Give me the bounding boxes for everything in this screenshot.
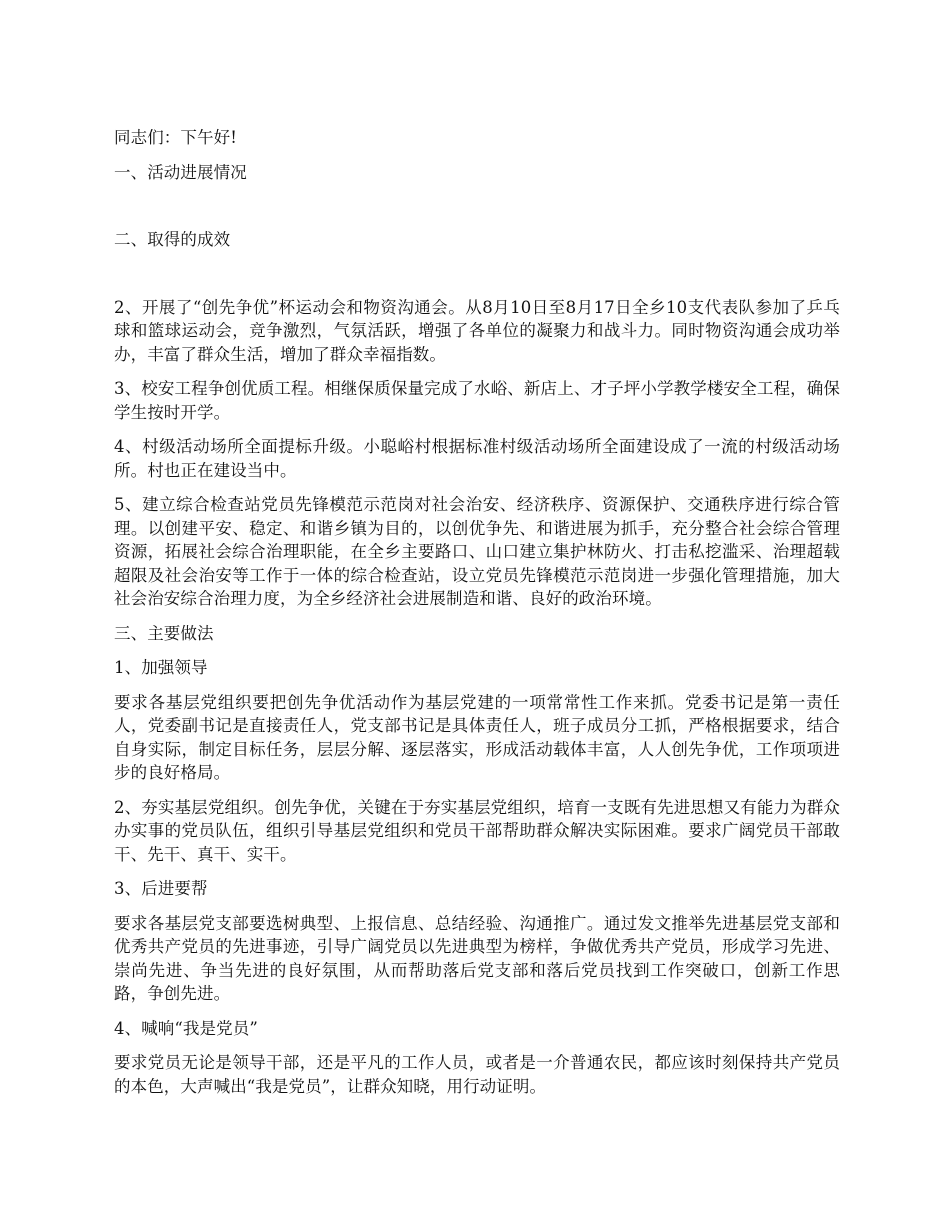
item-5-paragraph: 5、建立综合检查站党员先锋模范示范岗对社会治安、经济秩序、资源保护、交通秩序进行综合管理。以创建平安、稳定、和谐乡镇为目的，以创优争先、和谐进展为抓手，充分整合社会综合管理资源，拓展社会综合治理职能，在全乡主要路口、山口建立集护林防火、打击私挖滥采、治理超载超限及社会治安等工作于一体的综合检查站，设立党员先锋模范示范岗进一步强化管理措施，加大社会治安综合治理力度，为全乡经济社会进展制造和谐、良好的政治环境。 [114, 495, 840, 608]
greeting: 同志们：下午好! [114, 128, 237, 147]
method-2-paragraph: 2、夯实基层党组织。创先争优，关键在于夯实基层党组织，培育一支既有先进思想又有能力为群众办实事的党员队伍，组织引导基层党组织和党员干部帮助群众解决实际困难。要求广阔党员干部敢干、先干、真干、实干。 [114, 797, 840, 864]
method-3-body: 要求各基层党支部要选树典型、上报信息、总结经验、沟通推广。通过发文推举先进基层党支部和优秀共产党员的先进事迹，引导广阔党员以先进典型为榜样，争做优秀共产党员，形成学习先进、崇尚先进、争当先进的良好氛围，从而帮助落后党支部和落后党员找到工作突破口，创新工作思路，争创先进。 [114, 913, 840, 1003]
method-4-body: 要求党员无论是领导干部，还是平凡的工作人员，或者是一介普通农民，都应该时刻保持共产党员的本色，大声喊出“我是党员”，让群众知晓，用行动证明。 [114, 1053, 840, 1096]
method-1-heading: 1、加强领导 [114, 658, 208, 677]
section1-heading: 一、活动进展情况 [114, 162, 247, 182]
item-2-paragraph: 2、开展了“创先争优”杯运动会和物资沟通会。从8月10日至8月17日全乡10支代表队参加了乒乓球和篮球运动会，竞争激烈，气氛活跃，增强了各单位的凝聚力和战斗力。同时物资沟通会成功举办，丰富了群众生活，增加了群众幸福指数。 [114, 297, 840, 364]
section2-heading: 二、取得的成效 [114, 230, 231, 249]
item-4-paragraph: 4、村级活动场所全面提标升级。小聪峪村根据标准村级活动场所全面建设成了一流的村级活动场所。村也正在建设当中。 [114, 437, 840, 480]
method-3-heading: 3、后进要帮 [114, 879, 208, 898]
section3-heading: 三、主要做法 [114, 623, 214, 643]
method-4-heading: 4、喊响“我是党员” [114, 1018, 258, 1038]
item-3-paragraph: 3、校安工程争创优质工程。相继保质保量完成了水峪、新店上、才子坪小学教学楼安全工程，确保学生按时开学。 [114, 379, 840, 422]
method-1-body: 要求各基层党组织要把创先争优活动作为基层党建的一项常常性工作来抓。党委书记是第一责任人，党委副书记是直接责任人，党支部书记是具体责任人，班子成员分工抓，严格根据要求，结合自身实际，制定目标任务，层层分解、逐层落实，形成活动载体丰富，人人创先争优，工作项项进步的良好格局。 [114, 692, 840, 782]
document-page [114, 126, 840, 1098]
